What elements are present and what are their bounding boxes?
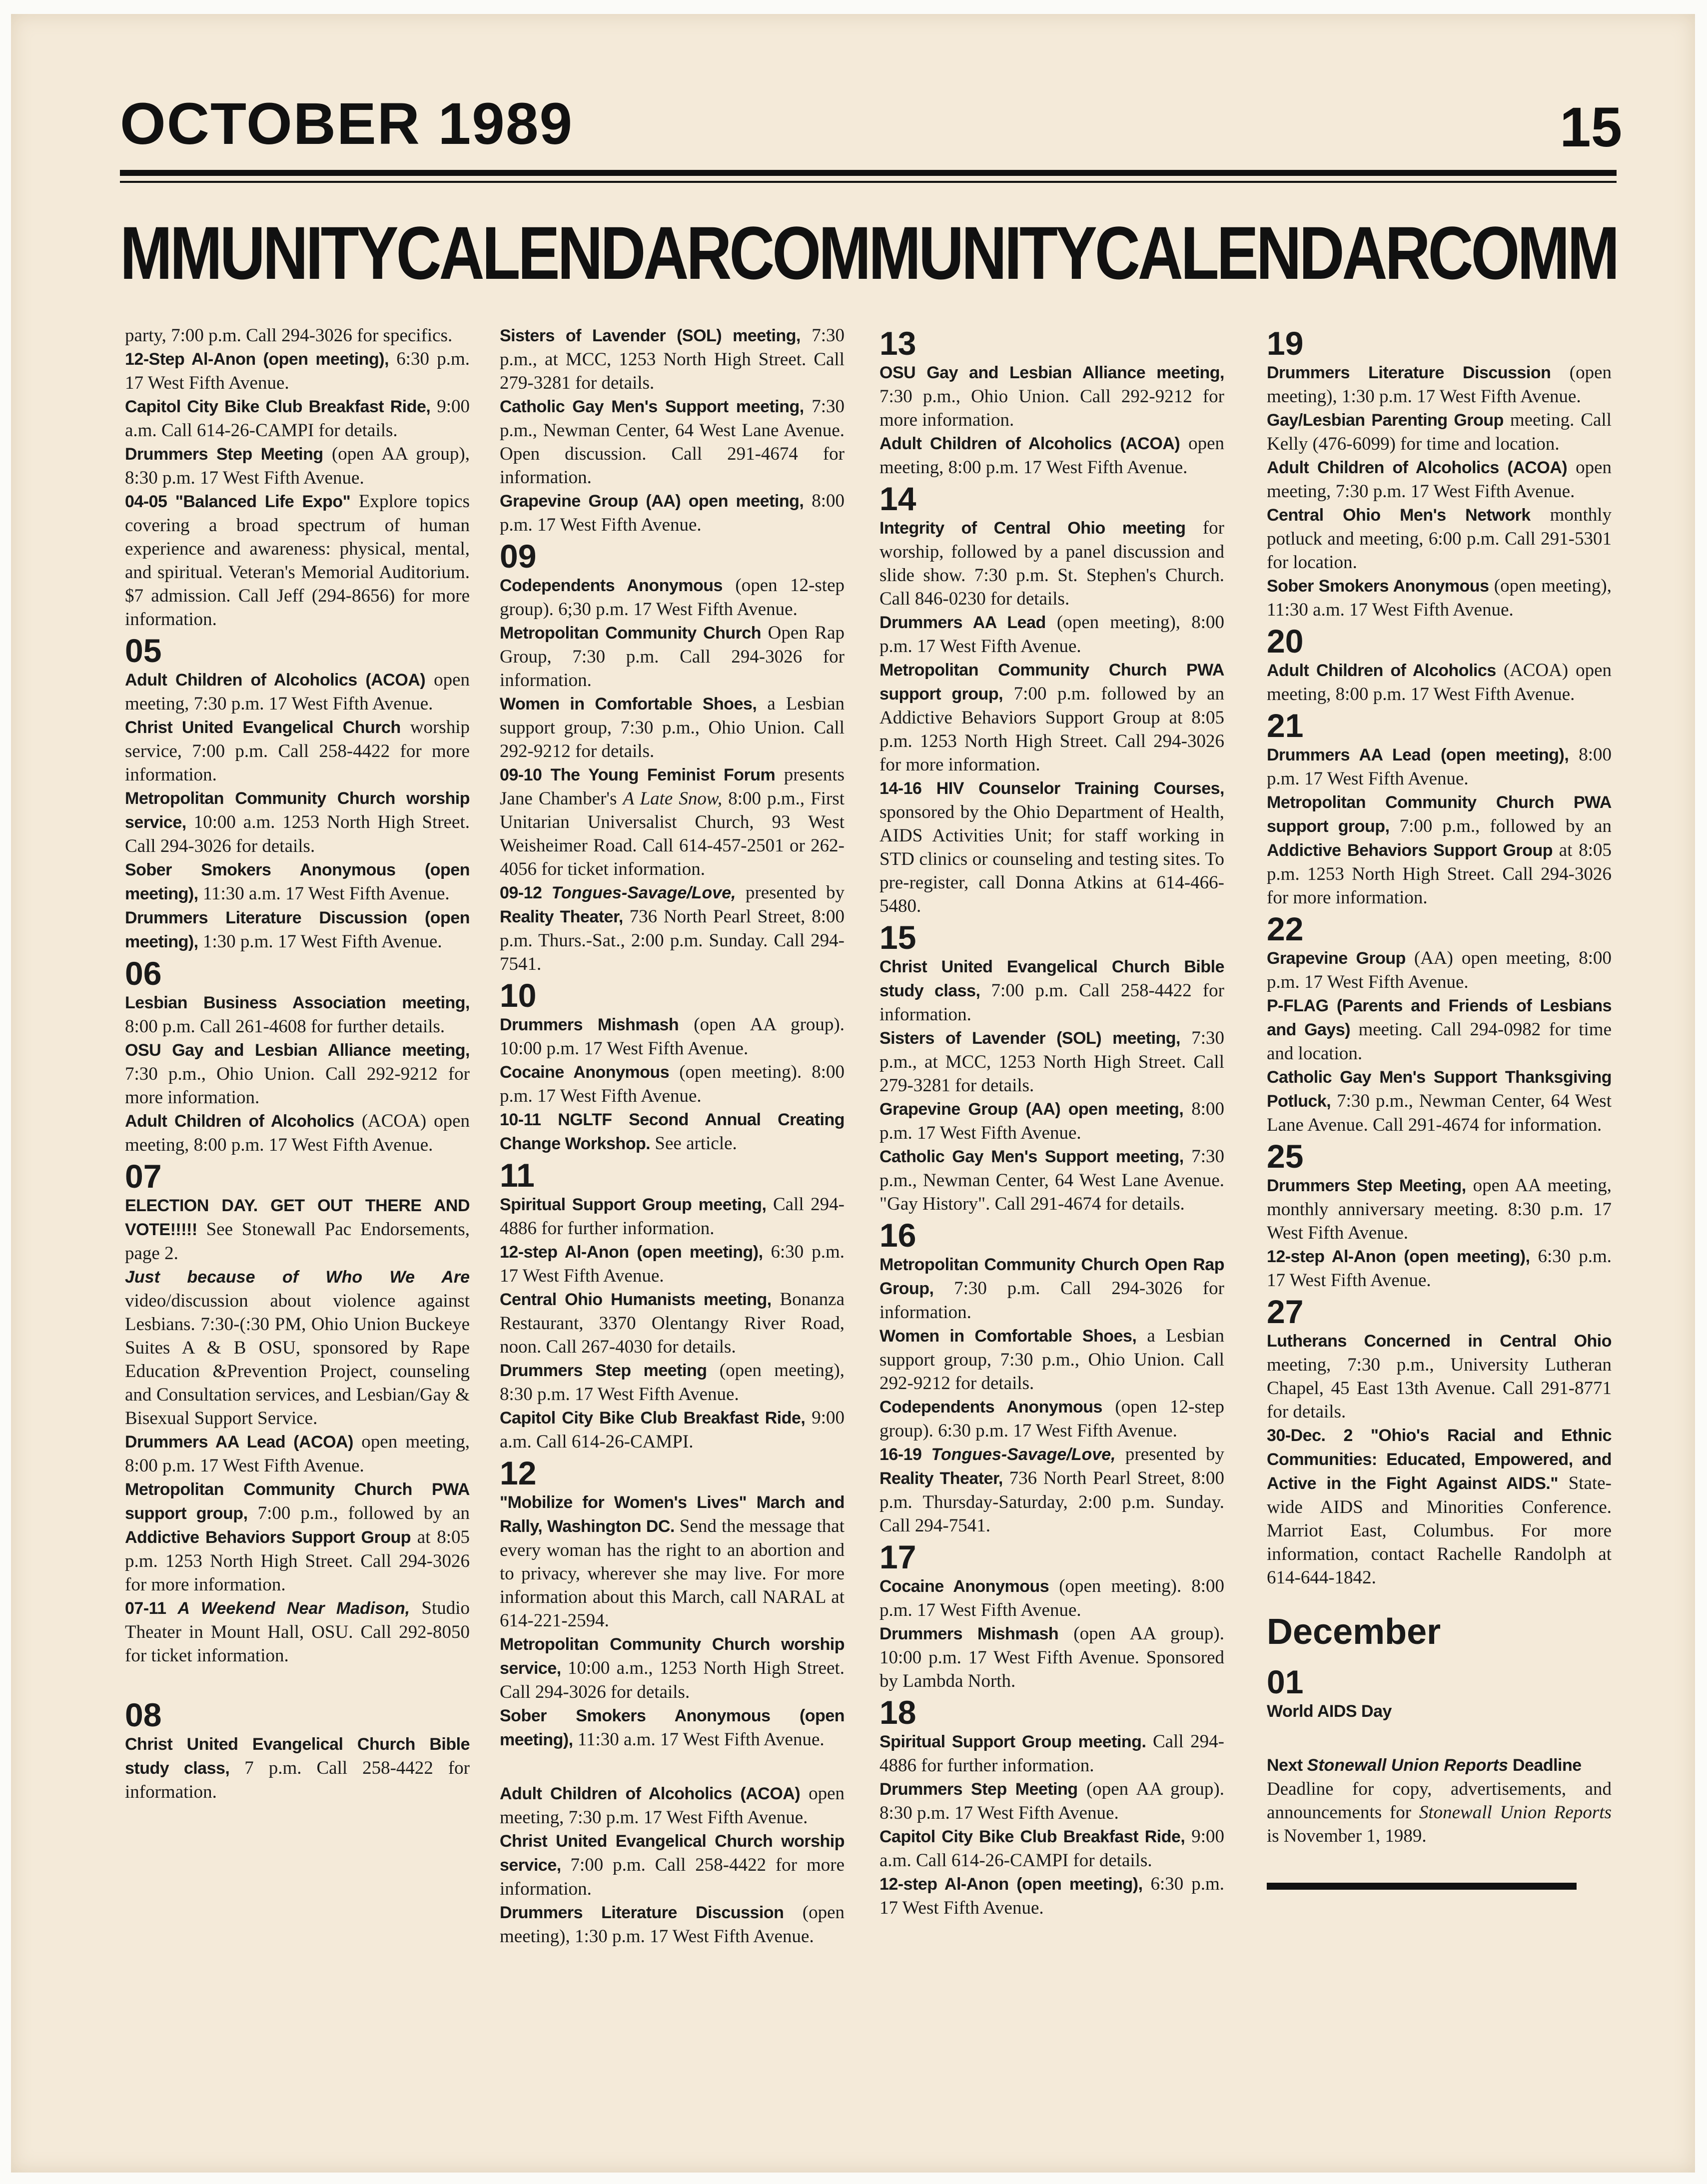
calendar-entry <box>1267 790 1612 909</box>
entry-title: Central Ohio Humanists meeting, <box>500 1290 772 1309</box>
entry-text: Bonanza Restaurant, 3370 Olentangy River Road, noon. Call 267-4030 for details. <box>500 1289 845 1357</box>
calendar-entry <box>500 1829 845 1901</box>
entry-text: 7:00 p.m. Call 258-4422 for more information. <box>500 1855 845 1899</box>
entry-title: Metropolitan Community Church PWA support group, <box>879 661 1224 704</box>
calendar-entry <box>879 658 1224 776</box>
calendar-entry <box>500 621 845 692</box>
entry-text: 736 North Pearl Street, 8:00 p.m. Thurs.-Sat., 2:00 p.m. Sunday. Call 294-7541. <box>500 906 845 974</box>
entry-text: 6:30 p.m. 17 West Fifth Avenue. <box>879 1874 1224 1918</box>
date-heading: 22 <box>1267 910 1304 947</box>
entry-text: (open 12-step group). 6:30 p.m. 17 West Fifth Avenue. <box>879 1397 1224 1441</box>
entry-title: 07-11 <box>125 1599 178 1618</box>
entry-title: Adult Children of Alcoholics (ACOA) <box>879 434 1180 453</box>
calendar-entry <box>1267 946 1612 994</box>
entry-text: 7:00 p.m. Call 258-4422 for information. <box>879 980 1225 1025</box>
entry-title: Drummers Literature Discussion <box>1267 363 1551 382</box>
calendar-entry <box>1267 1245 1612 1292</box>
entry-title: 12-step Al-Anon (open meeting), <box>500 1243 763 1262</box>
entry-text: presented by <box>1115 1444 1224 1464</box>
calendar-entry <box>125 442 470 490</box>
entry-text: a Lesbian support group, 7:30 p.m., Ohio Union. Call 292-9212 for details. <box>500 694 845 761</box>
entry-text: 8:00 p.m. 17 West Fifth Avenue. <box>879 1099 1224 1143</box>
entry-text: (open AA group). 10:00 p.m. 17 West Fifth Avenue. <box>500 1014 845 1059</box>
date-heading: 10 <box>500 977 537 1014</box>
entry-text: Explore topics covering a broad spectrum of human experience and awareness: physical, mental, and spiritual. Veteran's Memorial Auditorium. $7 admission. Call Jeff (294-8656) for more information. <box>125 491 470 630</box>
entry-title: Spiritual Support Group meeting. <box>879 1732 1146 1751</box>
entry-title: Reality Theater, <box>500 907 623 926</box>
calendar-entry <box>500 1108 845 1156</box>
entry-text: 7:00 p.m. followed by an Addictive Behaviors Support Group at 8:05 p.m. 1253 North High Street. Call 294-3026 for more information. <box>879 684 1224 775</box>
entry-title: Sisters of Lavender (SOL) meeting, <box>500 326 801 345</box>
entry-title: P-FLAG (Parents and Friends of Lesbians and Gays) <box>1267 996 1612 1039</box>
entry-title: Drummers Mishmash <box>500 1015 679 1034</box>
entry-title: Adult Children of Alcoholics <box>125 1112 354 1131</box>
calendar-entry <box>500 692 845 763</box>
calendar-entry <box>125 490 470 631</box>
entry-title: Adult Children of Alcoholics (ACOA) <box>500 1784 801 1803</box>
entry-title: 10-11 NGLTF Second Annual Creating Change Workshop. <box>500 1110 845 1153</box>
calendar-entry <box>879 1026 1224 1097</box>
entry-title: Next <box>1267 1756 1307 1775</box>
entry-text: 10:00 a.m., 1253 North High Street. Call 294-3026 for details. <box>500 1658 845 1702</box>
calendar-entry <box>1267 1174 1612 1245</box>
calendar-entry <box>125 858 470 906</box>
entry-text: 7:00 p.m., followed by an <box>247 1503 470 1523</box>
entry-text: (AA) open meeting, 8:00 p.m. 17 West Fifth Avenue. <box>1267 948 1612 992</box>
entry-text: 736 North Pearl Street, 8:00 p.m. Thursday-Saturday, 2:00 p.m. Sunday. Call 294-7541. <box>879 1468 1224 1536</box>
entry-text: party, 7:00 p.m. Call 294-3026 for specifics. <box>125 325 453 346</box>
entry-title: 04-05 "Balanced Life Expo" <box>125 492 351 511</box>
calendar-entry <box>125 1430 470 1477</box>
entry-title: Metropolitan Community Church PWA support group, <box>125 1480 470 1523</box>
calendar-column-4 <box>1267 324 1612 1890</box>
entry-text: 6:30 p.m. 17 West Fifth Avenue. <box>125 349 470 393</box>
date-heading: 25 <box>1267 1138 1304 1175</box>
entry-text: 9:00 a.m. Call 614-26-CAMPI. <box>500 1408 845 1452</box>
entry-title: 14-16 HIV Counselor Training Courses, <box>879 779 1224 798</box>
date-heading: 15 <box>879 919 916 956</box>
entry-text: 7:30 p.m., at MCC, 1253 North High Street. Call 279-3281 for details. <box>879 1028 1225 1096</box>
entry-title: Sober Smokers Anonymous (open meeting), <box>125 860 470 903</box>
entry-title: Metropolitan Community Church <box>500 624 762 643</box>
calendar-entry <box>879 1253 1224 1324</box>
calendar-entry <box>1267 408 1612 456</box>
entry-title: Grapevine Group (AA) open meeting, <box>500 492 804 511</box>
entry-title: Metropolitan Community Church PWA support group, <box>1267 793 1612 836</box>
calendar-entry <box>125 1265 470 1430</box>
entry-text: 8:00 p.m. 17 West Fifth Avenue. <box>1267 744 1612 789</box>
entry-text: meeting, 7:30 p.m., University Lutheran Chapel, 45 East 13th Avenue. Call 291-8771 for details. <box>1267 1355 1612 1422</box>
entry-text: at 8:05 p.m. 1253 North High Street. Call 294-3026 for more information. <box>1267 840 1612 908</box>
entry-title: Grapevine Group (AA) open meeting, <box>879 1100 1184 1119</box>
entry-italic-text: A Late Snow, <box>623 788 723 809</box>
entry-text: 9:00 a.m. Call 614-26-CAMPI for details. <box>879 1826 1224 1871</box>
entry-text: 1:30 p.m. 17 West Fifth Avenue. <box>198 931 442 952</box>
date-heading: 18 <box>879 1694 916 1731</box>
entry-title: Cocaine Anonymous <box>879 1577 1049 1596</box>
entry-text: open meeting, 8:00 p.m. 17 West Fifth Avenue. <box>879 433 1224 478</box>
calendar-entry <box>879 1574 1224 1622</box>
date-heading: 07 <box>125 1158 162 1195</box>
entry-text: See article. <box>650 1133 737 1154</box>
calendar-entry <box>1267 1699 1612 1723</box>
entry-text: a Lesbian support group, 7:30 p.m., Ohio Union. Call 292-9212 for details. <box>879 1326 1225 1394</box>
entry-title: Adult Children of Alcoholics (ACOA) <box>1267 458 1568 477</box>
entry-title: Christ United Evangelical Church worship service, <box>500 1832 845 1875</box>
entry-text: 6:30 p.m. 17 West Fifth Avenue. <box>500 1242 845 1286</box>
entry-title: Christ United Evangelical Church Bible study class, <box>879 957 1224 1000</box>
entry-text: 9:00 a.m. Call 614-26-CAMPI for details. <box>125 396 470 441</box>
entry-text: (ACOA) open meeting, 8:00 p.m. 17 West Fifth Avenue. <box>1267 660 1612 705</box>
entry-title: Metropolitan Community Church worship service, <box>500 1635 845 1678</box>
entry-text: (open meeting). 8:00 p.m. 17 West Fifth Avenue. <box>879 1576 1224 1620</box>
entry-text: meeting. Call 294-0982 for time and location. <box>1267 1019 1612 1064</box>
calendar-entry <box>1267 1753 1612 1848</box>
calendar-entry <box>125 716 470 786</box>
entry-title: Drummers Mishmash <box>879 1624 1059 1643</box>
entry-text: (open meeting), 1:30 p.m. 17 West Fifth Avenue. <box>1267 362 1612 407</box>
calendar-entry <box>1267 574 1612 622</box>
entry-italic-text: Stonewall Union Reports <box>1419 1802 1612 1823</box>
date-heading: 01 <box>1267 1663 1304 1700</box>
entry-text: Call 294-4886 for further information. <box>879 1731 1224 1776</box>
date-heading: 16 <box>879 1217 916 1254</box>
entry-title: Capitol City Bike Club Breakfast Ride, <box>125 397 431 416</box>
calendar-entry <box>125 395 470 442</box>
entry-text: (open 12-step group). 6;30 p.m. 17 West Fifth Avenue. <box>500 575 845 620</box>
calendar-entry <box>500 1901 845 1948</box>
entry-title: Gay/Lesbian Parenting Group <box>1267 411 1504 430</box>
calendar-entry <box>500 1782 845 1829</box>
entry-title: Adult Children of Alcoholics <box>1267 661 1496 680</box>
entry-title: Integrity of Central Ohio meeting <box>879 519 1186 538</box>
calendar-column-1 <box>125 324 470 1804</box>
entry-text: 6:30 p.m. 17 West Fifth Avenue. <box>1267 1246 1612 1291</box>
entry-title: Addictive Behaviors Support Group <box>1267 841 1553 860</box>
entry-text: 7 p.m. Call 258-4422 for information. <box>125 1758 470 1802</box>
month-heading: December <box>1267 1612 1441 1652</box>
date-heading: 08 <box>125 1696 162 1733</box>
entry-text: 7:30 p.m., Newman Center, 64 West Lane Avenue. Call 291-4674 for information. <box>1267 1091 1612 1135</box>
entry-text: 7:30 p.m., Newman Center, 64 West Lane Avenue. Open discussion. Call 291-4674 for information. <box>500 396 845 488</box>
entry-title: Spiritual Support Group meeting, <box>500 1195 767 1214</box>
entry-title: Tongues-Savage/Love, <box>551 883 736 902</box>
calendar-entry <box>125 668 470 716</box>
calendar-entry <box>1267 1424 1612 1589</box>
entry-title: Drummers Step Meeting <box>879 1780 1078 1799</box>
entry-text: Open Rap Group, 7:30 p.m. Call 294-3026 for information. <box>500 623 845 691</box>
calendar-entry <box>500 1013 845 1060</box>
date-heading: 20 <box>1267 623 1304 660</box>
entry-text: open AA meeting, monthly anniversary meeting. 8:30 p.m. 17 West Fifth Avenue. <box>1267 1175 1612 1243</box>
entry-title: Christ United Evangelical Church Bible study class, <box>125 1735 470 1778</box>
date-heading: 14 <box>879 480 916 517</box>
entry-title: Drummers Step Meeting, <box>1267 1176 1466 1195</box>
entry-title: Sisters of Lavender (SOL) meeting, <box>879 1029 1180 1048</box>
calendar-entry <box>879 955 1224 1026</box>
date-heading: 21 <box>1267 707 1304 744</box>
calendar-column-3 <box>879 324 1224 1920</box>
end-rule <box>1267 1883 1577 1890</box>
entry-title: Codependents Anonymous <box>500 576 723 595</box>
entry-text: (open meeting). 8:00 p.m. 17 West Fifth Avenue. <box>500 1062 845 1106</box>
entry-title: Metropolitan Community Church Open Rap Group, <box>879 1255 1224 1298</box>
entry-text: monthly potluck and meeting, 6:00 p.m. Call 291-5301 for location. <box>1267 505 1612 573</box>
entry-text: (ACOA) open meeting, 8:00 p.m. 17 West Fifth Avenue. <box>125 1111 470 1155</box>
section-banner: MMUNITYCALENDARCOMMUNITYCALENDARCOMM <box>120 211 1618 295</box>
calendar-entry <box>125 1038 470 1109</box>
entry-title: Women in Comfortable Shoes, <box>500 695 757 714</box>
entry-title: Capitol City Bike Club Breakfast Ride, <box>879 1827 1185 1846</box>
entry-text: is November 1, 1989. <box>1267 1826 1427 1846</box>
entry-title: Codependents Anonymous <box>879 1398 1102 1417</box>
entry-title: 12-step Al-Anon (open meeting), <box>1267 1247 1530 1266</box>
calendar-entry <box>500 1632 845 1704</box>
entry-title: Drummers AA Lead (ACOA) <box>125 1433 353 1452</box>
entry-text: Deadline for copy, advertisements, and announcements for <box>1267 1779 1612 1823</box>
date-heading: 05 <box>125 632 162 669</box>
calendar-entry <box>125 786 470 858</box>
entry-text: See Stonewall Pac Endorsements, page 2. <box>125 1219 470 1264</box>
entry-title: Catholic Gay Men's Support Thanksgiving Potluck, <box>1267 1068 1612 1111</box>
calendar-entry <box>500 1193 845 1240</box>
issue-date: OCTOBER 1989 <box>120 91 574 157</box>
calendar-entry <box>1267 743 1612 790</box>
calendar-entry <box>1267 1329 1612 1424</box>
entry-text: 7:30 p.m., Ohio Union. Call 292-9212 for more information. <box>879 386 1224 430</box>
entry-title: Drummers Step Meeting <box>125 445 323 464</box>
entry-text: 11:30 a.m. 17 West Fifth Avenue. <box>198 883 450 904</box>
calendar-entry <box>125 324 470 347</box>
entry-text: open meeting, 7:30 p.m. 17 West Fifth Avenue. <box>1267 457 1612 502</box>
calendar-entry <box>879 1622 1224 1693</box>
entry-title: Drummers Step meeting <box>500 1361 707 1380</box>
entry-text: worship service, 7:00 p.m. Call 258-4422 for more information. <box>125 717 470 785</box>
entry-title: Metropolitan Community Church worship service, <box>125 789 470 832</box>
calendar-entry <box>500 1060 845 1108</box>
entry-title: Lutherans Concerned in Central Ohio <box>1267 1332 1612 1351</box>
calendar-entry <box>500 395 845 489</box>
entry-text: (open meeting), 8:30 p.m. 17 West Fifth Avenue. <box>500 1360 845 1405</box>
date-heading: 11 <box>500 1157 535 1194</box>
calendar-entry <box>125 1477 470 1596</box>
entry-title: Adult Children of Alcoholics (ACOA) <box>125 671 426 690</box>
calendar-entry <box>879 1443 1224 1537</box>
entry-title: Just because of Who We Are <box>125 1268 470 1287</box>
page-number: 15 <box>1560 96 1622 158</box>
entry-title: Addictive Behaviors Support Group <box>125 1528 411 1547</box>
entry-text: (open meeting), 8:00 p.m. 17 West Fifth Avenue. <box>879 612 1225 657</box>
entry-title: Deadline <box>1508 1756 1582 1775</box>
entry-title: World AIDS Day <box>1267 1702 1392 1721</box>
entry-title: 16-19 <box>879 1445 931 1464</box>
entry-title: OSU Gay and Lesbian Alliance meeting, <box>879 363 1224 382</box>
entry-text: (open AA group). 8:30 p.m. 17 West Fifth Avenue. <box>879 1779 1224 1823</box>
calendar-entry <box>879 516 1224 611</box>
calendar-entry <box>879 776 1224 918</box>
entry-text: (open AA group). 10:00 p.m. 17 West Fifth Avenue. Sponsored by Lambda North. <box>879 1623 1225 1691</box>
calendar-entry <box>500 1359 845 1406</box>
calendar-entry <box>879 1825 1224 1872</box>
entry-title: ELECTION DAY. GET OUT THERE AND VOTE!!!!! <box>125 1196 470 1239</box>
calendar-entry <box>125 991 470 1038</box>
date-heading: 27 <box>1267 1293 1304 1330</box>
entry-text: (open meeting), 11:30 a.m. 17 West Fifth Avenue. <box>1267 576 1612 620</box>
date-heading: 19 <box>1267 325 1304 362</box>
entry-text: Studio Theater in Mount Hall, OSU. Call 292-8050 for ticket information. <box>125 1598 470 1666</box>
calendar-entry <box>125 1732 470 1804</box>
calendar-entry <box>879 1730 1224 1777</box>
entry-text: 11:30 a.m. 17 West Fifth Avenue. <box>573 1729 825 1750</box>
calendar-entry <box>879 361 1224 432</box>
entry-text: sponsored by the Ohio Department of Health, AIDS Activities Unit; for staff working in STD clinics or counseling and testing sites. To pre-register, call Donna Atkins at 614-466-5480. <box>879 802 1224 916</box>
entry-text: 7:00 p.m., followed by an <box>1389 816 1612 836</box>
entry-text: 7:30 p.m., Ohio Union. Call 292-9212 for more information. <box>125 1064 470 1108</box>
entry-text: State-wide AIDS and Minorities Conference. Marriot East, Columbus. For more information, contact Rachelle Randolph at 614-644-1842. <box>1267 1473 1612 1588</box>
calendar-entry <box>500 574 845 621</box>
calendar-entry <box>500 1406 845 1454</box>
calendar-entry <box>879 611 1224 658</box>
calendar-entry <box>125 1109 470 1157</box>
calendar-entry <box>1267 659 1612 706</box>
calendar-entry <box>1267 503 1612 574</box>
entry-title: Sober Smokers Anonymous <box>1267 577 1489 596</box>
entry-text: video/discussion about violence against Lesbians. 7:30-(:30 PM, Ohio Union Buckeye Suites A & B OSU, sponsored by Rape Education &Prevention Project, counseling and Consultation services, and Lesbian/Gay & Bisexual Support Service. <box>125 1291 470 1429</box>
calendar-entry <box>879 1324 1224 1395</box>
entry-title: Catholic Gay Men's Support meeting, <box>500 397 804 416</box>
calendar-entry <box>500 489 845 537</box>
calendar-entry <box>879 1872 1224 1920</box>
entry-text: presented by <box>736 882 845 903</box>
entry-text: Send the message that every woman has the right to an abortion and to privacy, wherever she may live. For more information about this March, call NARAL at 614-221-2594. <box>500 1516 845 1631</box>
calendar-entry <box>500 1704 845 1752</box>
entry-text: open meeting, 7:30 p.m. 17 West Fifth Avenue. <box>125 670 470 714</box>
date-heading: 17 <box>879 1538 916 1575</box>
date-heading: 12 <box>500 1455 537 1491</box>
date-heading: 13 <box>879 325 916 362</box>
entry-title: 09-10 The Young Feminist Forum <box>500 765 776 784</box>
entry-title: Cocaine Anonymous <box>500 1063 670 1082</box>
date-heading: 09 <box>500 538 537 575</box>
header-rule-thin <box>120 181 1617 183</box>
calendar-entry <box>500 881 845 976</box>
entry-text: 7:30 p.m., at MCC, 1253 North High Street. Call 279-3281 for details. <box>500 325 845 393</box>
calendar-entry <box>1267 994 1612 1065</box>
entry-text: open meeting, 8:00 p.m. 17 West Fifth Avenue. <box>125 1432 470 1476</box>
entry-title: 12-step Al-Anon (open meeting), <box>879 1875 1143 1894</box>
calendar-entry <box>125 347 470 395</box>
entry-title: Lesbian Business Association meeting, <box>125 993 470 1012</box>
entry-text: (open meeting), 1:30 p.m. 17 West Fifth Avenue. <box>500 1902 845 1947</box>
calendar-entry <box>500 324 845 395</box>
entry-title: Grapevine Group <box>1267 949 1406 968</box>
calendar-column-2 <box>500 324 845 1948</box>
header-rule <box>120 170 1617 176</box>
entry-title: Catholic Gay Men's Support meeting, <box>879 1147 1184 1166</box>
entry-title: A Weekend Near Madison, <box>177 1599 410 1618</box>
entry-text: (open AA group), 8:30 p.m. 17 West Fifth Avenue. <box>125 444 470 488</box>
entry-text: 7:30 p.m., Newman Center, 64 West Lane Avenue. "Gay History". Call 291-4674 for details. <box>879 1146 1225 1214</box>
calendar-entry <box>1267 456 1612 503</box>
entry-text: at 8:05 p.m. 1253 North High Street. Call 294-3026 for more information. <box>125 1527 470 1595</box>
entry-title: "Mobilize for Women's Lives" March and Rally, Washington DC. <box>500 1493 845 1536</box>
calendar-entry <box>879 1395 1224 1443</box>
calendar-entry <box>879 432 1224 479</box>
calendar-entry <box>500 1288 845 1359</box>
entry-title: 12-Step Al-Anon (open meeting), <box>125 350 389 369</box>
entry-title: Drummers Literature Discussion <box>500 1903 784 1922</box>
entry-title: Capitol City Bike Club Breakfast Ride, <box>500 1409 806 1428</box>
entry-text: 10:00 a.m. 1253 North High Street. Call 294-3026 for details. <box>125 812 470 856</box>
entry-title: Drummers Literature Discussion (open meeting), <box>125 908 470 951</box>
calendar-entry <box>1267 1065 1612 1137</box>
calendar-entry <box>879 1097 1224 1145</box>
date-heading: 06 <box>125 955 162 992</box>
calendar-entry <box>500 1490 845 1632</box>
entry-title: Drummers AA Lead <box>879 613 1046 632</box>
entry-text: meeting. Call Kelly (476-6099) for time and location. <box>1267 410 1612 454</box>
entry-text: 8:00 p.m., First Unitarian Universalist Church, 93 West Weisheimer Road. Call 614-457-2501 or 262-4056 for ticket information. <box>500 788 845 879</box>
entry-title: Drummers AA Lead (open meeting), <box>1267 745 1569 764</box>
calendar-entry <box>879 1145 1224 1216</box>
entry-title: 09-12 <box>500 883 552 902</box>
entry-title: 30-Dec. 2 "Ohio's Racial and Ethnic Communities: Educated, Empowered, and Active in the Fight Against AIDS." <box>1267 1426 1612 1493</box>
entry-text: 7:30 p.m. Call 294-3026 for information. <box>879 1278 1224 1323</box>
calendar-entry <box>125 906 470 954</box>
entry-title: Central Ohio Men's Network <box>1267 506 1531 525</box>
calendar-entry <box>500 763 845 881</box>
entry-title: Reality Theater, <box>879 1469 1003 1488</box>
entry-text: 8:00 p.m. 17 West Fifth Avenue. <box>500 491 845 535</box>
entry-text: presents Jane Chamber's <box>500 764 845 809</box>
entry-text: for worship, followed by a panel discussion and slide show. 7:30 p.m. St. Stephen's Church. Call 846-0230 for details. <box>879 518 1224 609</box>
entry-text: 8:00 p.m. Call 261-4608 for further details. <box>125 1016 445 1037</box>
entry-title: Tongues-Savage/Love, <box>931 1445 1116 1464</box>
entry-title: OSU Gay and Lesbian Alliance meeting, <box>125 1041 470 1060</box>
entry-title: Women in Comfortable Shoes, <box>879 1327 1137 1346</box>
calendar-entry <box>125 1194 470 1265</box>
entry-text: open meeting, 7:30 p.m. 17 West Fifth Avenue. <box>500 1783 845 1828</box>
calendar-entry <box>879 1777 1224 1825</box>
calendar-entry <box>125 1596 470 1667</box>
entry-title: Christ United Evangelical Church <box>125 718 401 737</box>
entry-title: Sober Smokers Anonymous (open meeting), <box>500 1706 845 1749</box>
calendar-entry <box>1267 361 1612 408</box>
entry-title: Stonewall Union Reports <box>1307 1756 1508 1775</box>
calendar-entry <box>500 1240 845 1288</box>
entry-text: Call 294-4886 for further information. <box>500 1194 845 1239</box>
